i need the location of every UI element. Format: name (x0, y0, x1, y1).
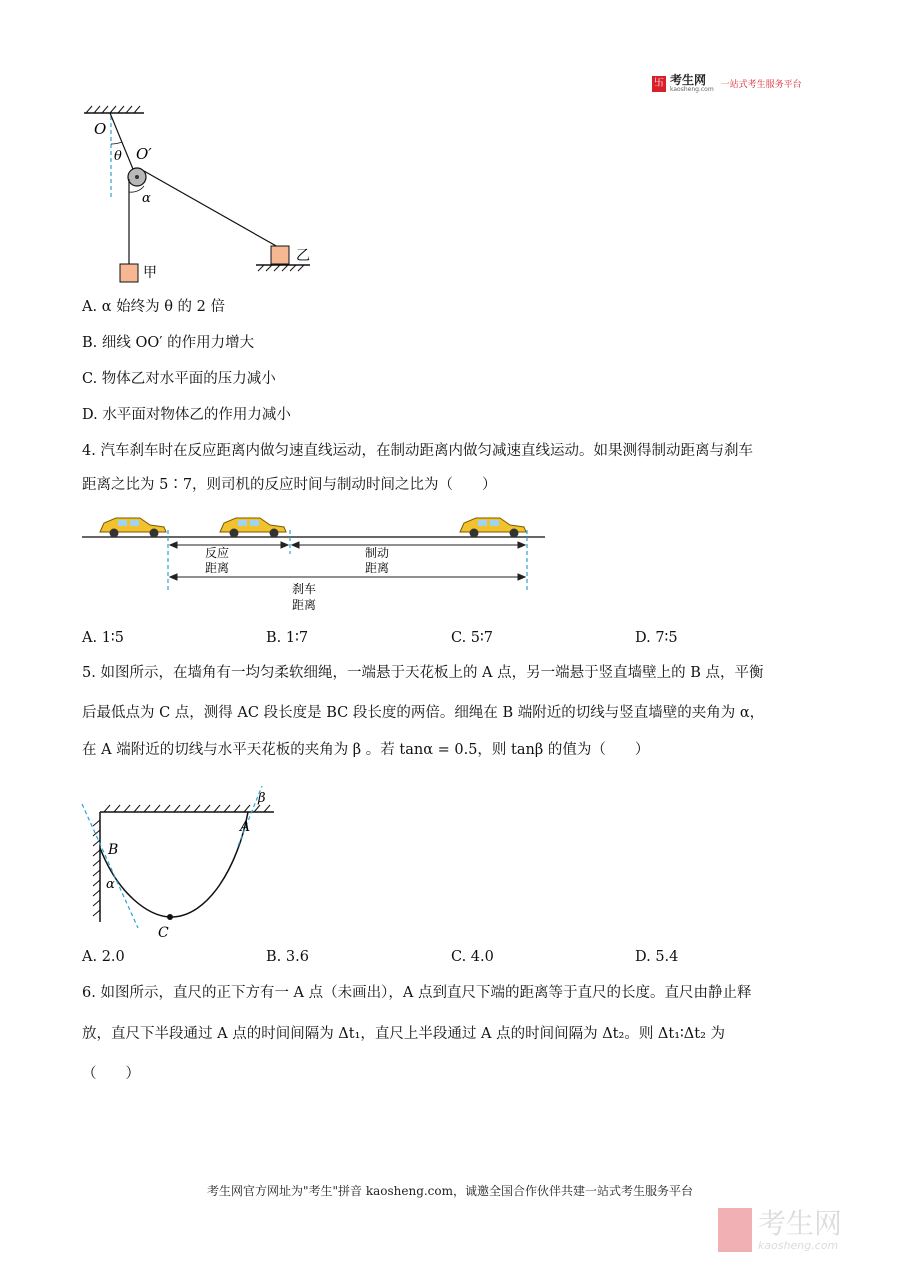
watermark-logo-icon (718, 1208, 752, 1252)
q4-stem-line2: 距离之比为 5∶7，则司机的反应时间与制动时间之比为（ ） (82, 477, 497, 493)
q5-stem-line2: 后最低点为 C 点，测得 AC 段长度是 BC 段长度的两倍。细绳在 B 端附近的切线与竖直墙壁的夹角为 α， (82, 705, 765, 721)
label-braking-2: 距离 (364, 561, 390, 575)
pulley-axle (135, 175, 139, 179)
q4-stem-line1: 4. 汽车刹车时在反应距离内做匀速直线运动，在制动距离内做匀减速直线运动。如果测得制动距离与刹车 (82, 443, 753, 459)
q5-option-b: B. 3.6 (266, 949, 309, 965)
q4-option-a: A. 1∶5 (82, 630, 124, 646)
logo-slogan: 一站式考生服务平台 (720, 80, 802, 90)
label-alpha-q5: α (106, 877, 115, 892)
label-stopping-1: 刹车 (291, 582, 317, 596)
label-alpha: α (142, 191, 151, 206)
label-yi: 乙 (296, 248, 310, 264)
watermark-url: kaosheng.com (758, 1238, 839, 1252)
rope-curve (100, 812, 251, 917)
q3-option-b: B. 细线 OO′ 的作用力增大 (82, 335, 255, 351)
q5-option-d: D. 5.4 (635, 949, 679, 965)
label-jia: 甲 (143, 265, 157, 281)
rope-wall-hatch (93, 820, 100, 916)
q3-option-d: D. 水平面对物体乙的作用力减小 (82, 407, 291, 423)
watermark-name: 考生网 (758, 1206, 843, 1240)
q6-stem-line2: 放，直尺下半段通过 A 点的时间间隔为 Δt₁，直尺上半段通过 A 点的时间间隔为 Δt₂。则 Δt₁∶Δt₂ 为 (82, 1026, 726, 1042)
label-c: C (158, 925, 169, 940)
label-theta: θ (114, 149, 122, 164)
q5-stem-line1: 5. 如图所示，在墙角有一均匀柔软细绳，一端悬于天花板上的 A 点，另一端悬于竖直墙壁上的 B 点，平衡 (82, 665, 764, 681)
label-stopping-2: 距离 (291, 598, 317, 612)
logo-name: 考生网 (670, 73, 707, 87)
ground-hatch (258, 265, 304, 271)
q3-option-c: C. 物体乙对水平面的压力减小 (82, 371, 276, 387)
block-yi (271, 246, 289, 264)
ceiling-hatch (86, 106, 140, 113)
q4-option-b: B. 1∶7 (266, 630, 309, 646)
q4-option-d: D. 7∶5 (635, 630, 678, 646)
label-b: B (108, 842, 119, 858)
string-to-yi (144, 171, 278, 247)
q4-option-c: C. 5∶7 (451, 630, 494, 646)
label-o: O (94, 120, 107, 138)
logo-url: kaosheng.com (670, 86, 714, 93)
page-footer: 考生网官方网址为"考生"拼音 kaosheng.com，诚邀全国合作伙伴共建一站式考生服务平台 (206, 1184, 694, 1198)
point-c (167, 914, 173, 920)
logo-text (670, 74, 714, 93)
block-jia (120, 264, 138, 282)
q5-stem-line3: 在 A 端附近的切线与水平天花板的夹角为 β 。若 tanα = 0.5，则 tanβ 的值为（ ） (82, 742, 650, 758)
arrow-braking (292, 542, 525, 548)
tangent-b (82, 804, 138, 928)
q3-option-a: A. α 始终为 θ 的 2 倍 (82, 299, 225, 315)
label-reaction-2: 距离 (204, 561, 230, 575)
q5-option-a: A. 2.0 (82, 949, 125, 965)
label-reaction-1: 反应 (204, 546, 230, 560)
label-a: A (240, 819, 251, 835)
q5-option-c: C. 4.0 (451, 949, 494, 965)
q6-stem-line1: 6. 如图所示，直尺的正下方有一 A 点（未画出），A 点到直尺下端的距离等于直尺的长度。直尺由静止释 (82, 985, 752, 1001)
braking-figure (80, 504, 550, 616)
header-logo (652, 74, 802, 93)
car-3 (460, 518, 526, 538)
theta-arc (111, 142, 122, 144)
q6-stem-line3: （ ） (82, 1066, 140, 1082)
label-beta: β (258, 791, 266, 806)
rope-figure (78, 786, 278, 940)
logo-mark: 卐 (652, 76, 666, 92)
car-2 (220, 518, 286, 538)
car-1 (100, 518, 166, 538)
rope-ceiling-hatch (104, 805, 270, 812)
label-o-prime: O′ (136, 145, 152, 163)
pulley-figure (78, 104, 338, 286)
watermark (718, 1208, 842, 1252)
label-braking-1: 制动 (364, 546, 390, 560)
